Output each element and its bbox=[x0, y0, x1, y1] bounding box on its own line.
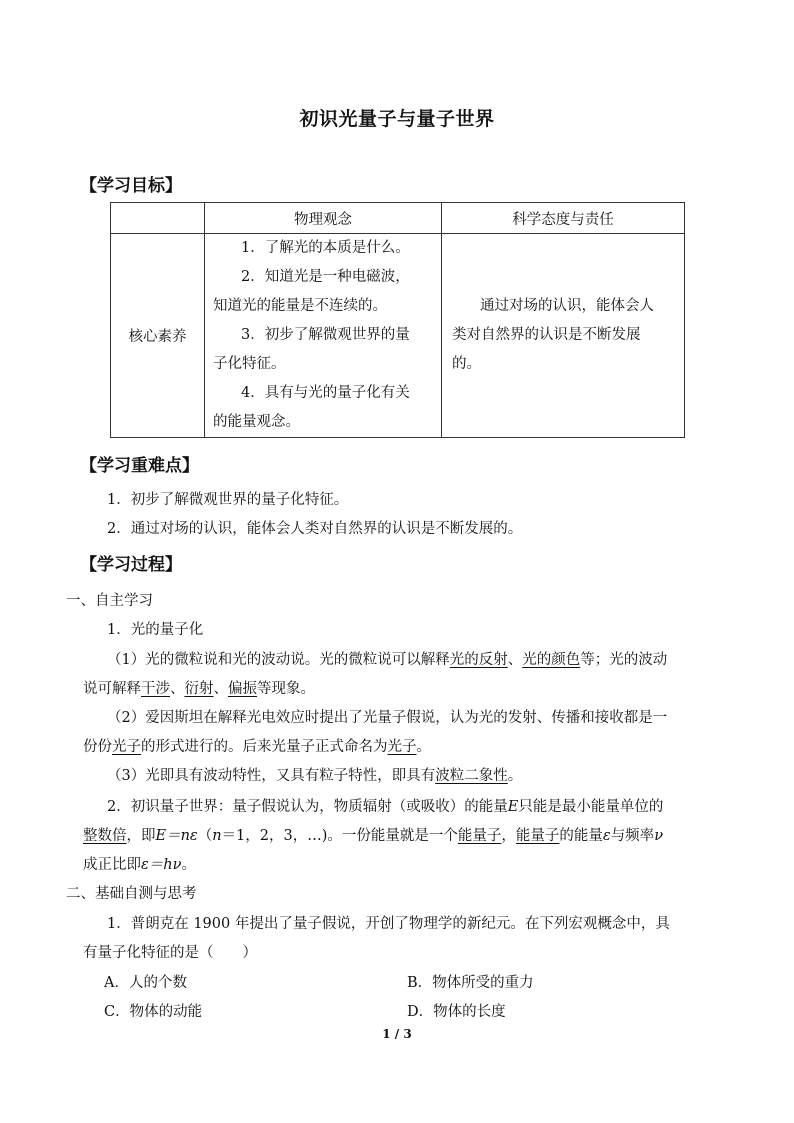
section-heading-objectives: 【学习目标】 bbox=[80, 176, 182, 196]
blank-answer: 光的颜色 bbox=[522, 652, 581, 668]
blank-answer: 能量子 bbox=[515, 828, 560, 844]
table-header-row bbox=[111, 203, 685, 234]
blank-answer: 整数倍 bbox=[83, 828, 127, 844]
table-header-empty bbox=[111, 203, 205, 234]
table-header-physics: 物理观念 bbox=[205, 203, 442, 234]
option-b: B．物体所受的重力 bbox=[407, 975, 534, 991]
physics-line: 的能量观念。 bbox=[213, 414, 300, 430]
part-title-self-test: 二、基础自测与思考 bbox=[66, 886, 197, 902]
blank-answer: 光子 bbox=[112, 739, 141, 755]
paragraph-line: （2）爱因斯坦在解释光电效应时提出了光量子假说，认为光的发射、传播和接收都是一 bbox=[107, 710, 668, 726]
item-title-quantization: 1．光的量子化 bbox=[107, 622, 204, 638]
physics-line: 3．初步了解微观世界的量 bbox=[241, 327, 410, 343]
key-point-item: 2．通过对场的认识，能体会人类对自然界的认识是不断发展的。 bbox=[107, 521, 523, 537]
part-title-self-study: 一、自主学习 bbox=[66, 593, 153, 609]
page-number: 1 / 3 bbox=[382, 1027, 412, 1041]
blank-answer: 能量子 bbox=[457, 828, 502, 844]
page-title: 初识光量子与量子世界 bbox=[299, 108, 495, 130]
blank-answer: 波粒二象性 bbox=[435, 768, 508, 784]
paragraph-line: 成正比即ε＝hν。 bbox=[83, 857, 196, 873]
objectives-table bbox=[110, 202, 685, 438]
section-heading-process: 【学习过程】 bbox=[80, 555, 182, 575]
attitude-line: 的。 bbox=[452, 356, 481, 372]
table-cell-attitude bbox=[442, 234, 685, 438]
question-stem: 1．普朗克在 1900 年提出了量子假说，开创了物理学的新纪元。在下列宏观概念中，具 bbox=[107, 916, 670, 932]
blank-answer: 衍射 bbox=[184, 681, 214, 697]
blank-answer: 光的反射 bbox=[449, 652, 508, 668]
blank-answer: 偏振 bbox=[228, 681, 257, 697]
table-cell-physics bbox=[205, 234, 442, 438]
blank-answer: 光子 bbox=[387, 739, 417, 755]
paragraph-line: （3）光即具有波动特性，又具有粒子特性，即具有波粒二象性。 bbox=[107, 768, 523, 784]
option-d: D．物体的长度 bbox=[407, 1004, 506, 1020]
paragraph-line: （1）光的微粒说和光的波动说。光的微粒说可以解释光的反射、光的颜色等；光的波动 bbox=[107, 652, 668, 668]
physics-line: 知道光的能量是不连续的。 bbox=[213, 298, 387, 314]
option-a: A．人的个数 bbox=[104, 975, 187, 991]
table-row bbox=[111, 234, 685, 438]
key-point-item: 1．初步了解微观世界的量子化特征。 bbox=[107, 492, 349, 508]
paragraph-line: 说可解释干涉、衍射、偏振等现象。 bbox=[83, 681, 315, 697]
physics-line: 2．知道光是一种电磁波， bbox=[241, 269, 410, 285]
paragraph-line: 2．初识量子世界：量子假说认为，物质辐射（或吸收）的能量E只能是最小能量单位的 bbox=[107, 799, 664, 815]
blank-answer: 干涉 bbox=[141, 681, 170, 697]
table-row-label: 核心素养 bbox=[111, 234, 205, 438]
paragraph-line: 整数倍，即E＝nε（n＝1，2，3，…)。一份能量就是一个能量子，能量子的能量ε与频率ν bbox=[83, 828, 664, 844]
physics-line: 1．了解光的本质是什么。 bbox=[241, 240, 410, 256]
table-header-attitude: 科学态度与责任 bbox=[442, 203, 685, 234]
physics-line: 子化特征。 bbox=[213, 356, 286, 372]
paragraph-line: 份份光子的形式进行的。后来光量子正式命名为光子。 bbox=[83, 739, 431, 755]
physics-line: 4．具有与光的量子化有关 bbox=[241, 385, 410, 401]
question-stem: 有量子化特征的是（ ） bbox=[83, 945, 257, 961]
option-c: C．物体的动能 bbox=[104, 1004, 203, 1020]
attitude-line: 通过对场的认识，能体会人 bbox=[480, 298, 654, 314]
section-heading-key-points: 【学习重难点】 bbox=[80, 456, 199, 476]
attitude-line: 类对自然界的认识是不断发展 bbox=[452, 327, 641, 343]
